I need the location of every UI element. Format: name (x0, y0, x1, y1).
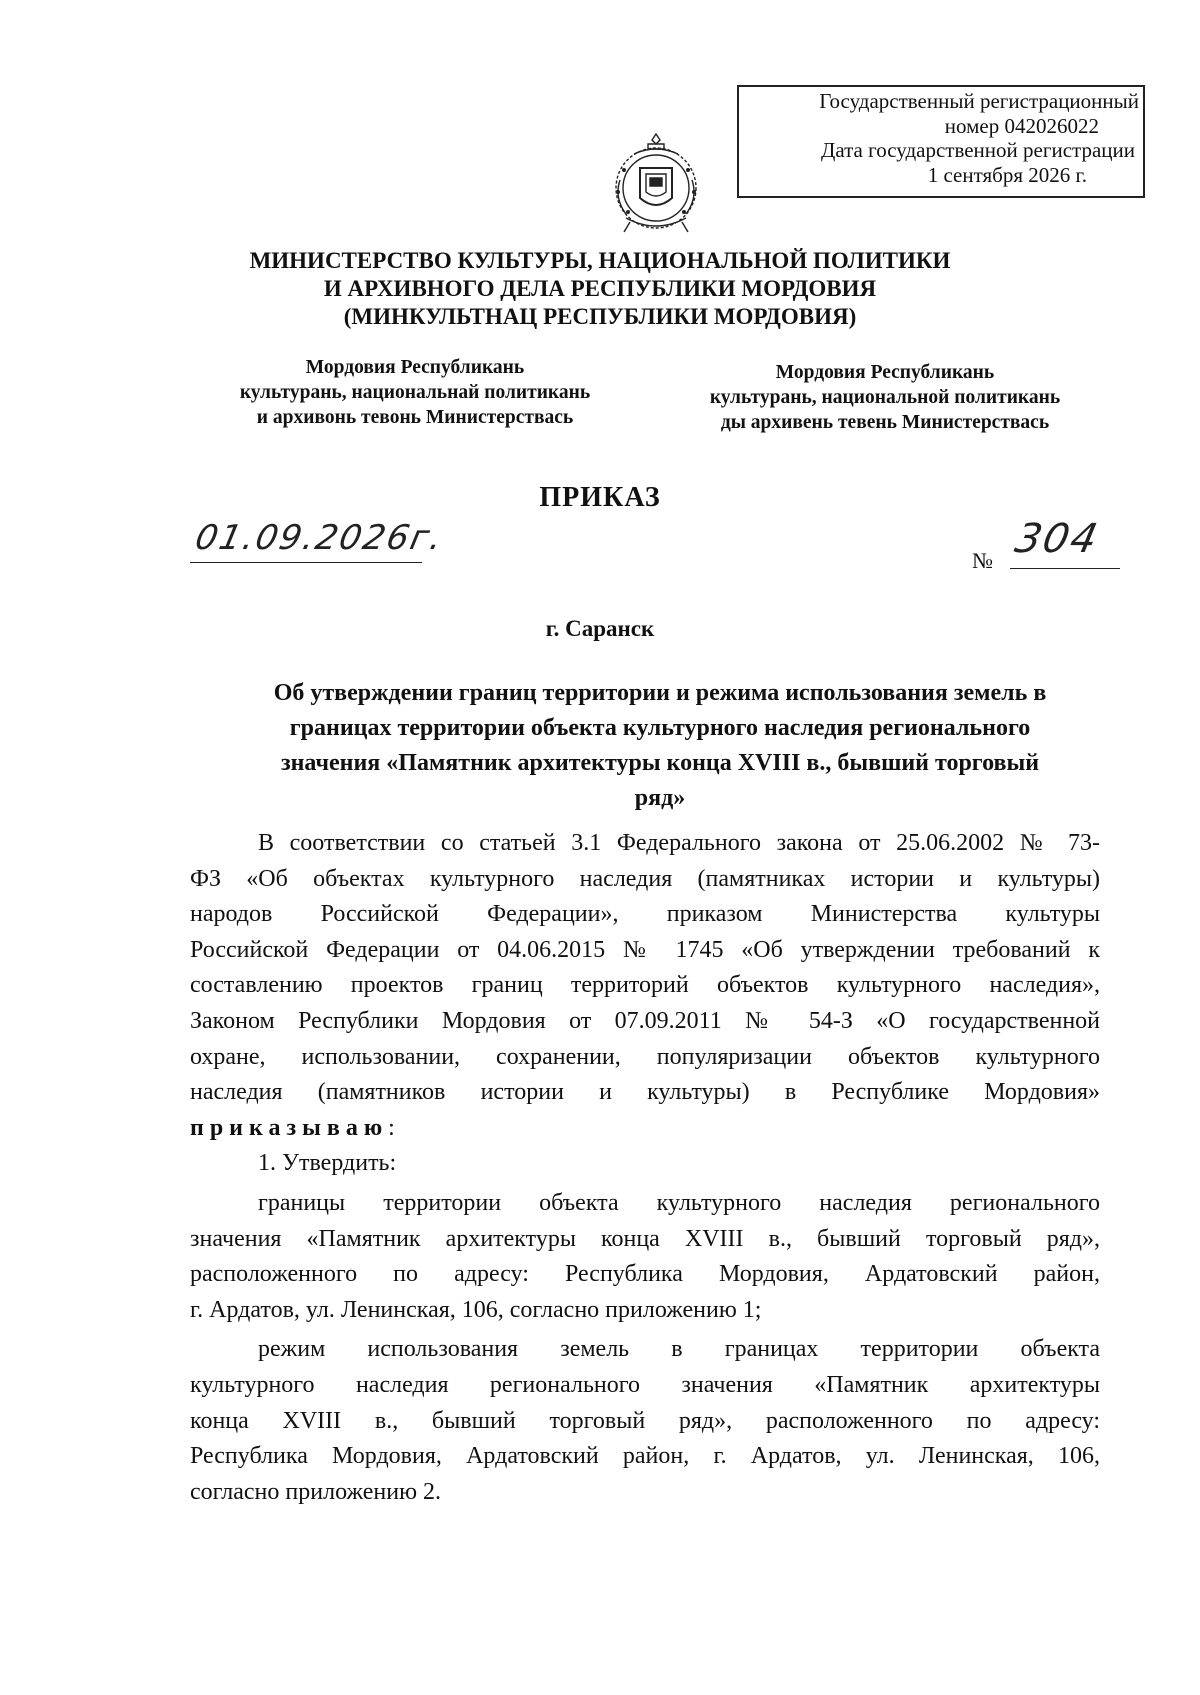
date-underline (190, 562, 422, 563)
title-line: значения «Памятник архитектуры конца XVIII в., бывший торговый (280, 750, 1040, 776)
order-word: приказываю (190, 1114, 389, 1141)
body-line: границы территории объекта культурного наследия регионального (258, 1189, 1100, 1216)
ministry-erzya-line: ды архивень тевень Министерствась (720, 412, 1050, 433)
city: г. Саранск (545, 616, 655, 641)
order-title (190, 676, 1130, 816)
body-line: Российской Федерации от 04.06.2015 № 1745 «Об утверждении требований к (190, 936, 1100, 963)
order-body (190, 826, 1100, 1510)
ministry-moksha-line: и архивонь тевонь Министерствась (256, 407, 574, 428)
ministry-name-moksha (190, 355, 640, 430)
body-line: режим использования земель в границах территории объекта (258, 1336, 1100, 1363)
order-colon: : (388, 1114, 395, 1141)
order-directive (190, 1111, 1100, 1147)
body-line: г. Ардатов, ул. Ленинская, 106, согласно приложению 1; (190, 1296, 762, 1323)
ministry-line: МИНИСТЕРСТВО КУЛЬТУРЫ, НАЦИОНАЛЬНОЙ ПОЛИТИКИ (249, 248, 951, 273)
item-heading: 1. Утвердить: (258, 1150, 397, 1177)
body-line: ФЗ «Об объектах культурного наследия (памятниках истории и культуры) (190, 865, 1100, 892)
registration-date: 1 сентября 2026 г. (927, 162, 1087, 187)
body-line: В соответствии со статьей 3.1 Федерального закона от 25.06.2002 № 73- (258, 830, 1100, 856)
ministry-erzya-line: культурань, национальной политикань (709, 387, 1061, 408)
registration-line: Дата государственной регистрации (821, 138, 1135, 162)
document-type-heading: ПРИКАЗ (539, 482, 661, 513)
body-line: согласно приложению 2. (190, 1478, 442, 1505)
coat-of-arms-icon (604, 130, 708, 238)
title-line: границах территории объекта культурного наследия регионального (289, 715, 1031, 741)
body-line: Законом Республики Мордовия от 07.09.2011 № 54-З «О государственной (190, 1007, 1100, 1034)
ministry-moksha-line: Мордовия Республикань (305, 357, 525, 378)
title-line: ряд» (634, 785, 686, 811)
order-number-handwritten: 304 (1011, 516, 1104, 562)
order-date-handwritten: 01.09.2026г. (191, 518, 448, 558)
registration-number: номер 042026022 (944, 113, 1099, 138)
ministry-line: И АРХИВНОГО ДЕЛА РЕСПУБЛИКИ МОРДОВИЯ (323, 276, 877, 301)
body-line: значения «Памятник архитектуры конца XVIII в., бывший торговый ряд», (190, 1225, 1100, 1252)
ministry-name (0, 247, 1200, 331)
number-underline (1010, 568, 1120, 569)
body-line: составлению проектов границ территорий объектов культурного наследия», (190, 972, 1100, 999)
ministry-moksha-line: культурань, национальнай политикань (239, 382, 591, 403)
title-line: Об утверждении границ территории и режима использования земель в (273, 680, 1047, 706)
ministry-name-erzya (660, 360, 1110, 435)
ministry-erzya-line: Мордовия Республикань (775, 362, 995, 383)
body-line: расположенного по адресу: Республика Мордовия, Ардатовский район, (190, 1261, 1100, 1288)
body-line: культурного наследия регионального значения «Памятник архитектуры (190, 1371, 1100, 1398)
registration-line: Государственный регистрационный (819, 89, 1139, 113)
registration-stamp (737, 85, 1145, 198)
ministry-line: (МИНКУЛЬТНАЦ РЕСПУБЛИКИ МОРДОВИЯ) (343, 304, 857, 329)
body-line: наследия (памятников истории и культуры) в Республике Мордовия» (190, 1079, 1100, 1106)
body-line: Республика Мордовия, Ардатовский район, г. Ардатов, ул. Ленинская, 106, (190, 1443, 1100, 1470)
body-line: конца XVIII в., бывший торговый ряд», расположенного по адресу: (190, 1407, 1100, 1434)
number-sign: № (972, 548, 993, 573)
body-line: народов Российской Федерации», приказом Министерства культуры (190, 901, 1100, 928)
body-line: охране, использовании, сохранении, популяризации объектов культурного (190, 1043, 1100, 1070)
